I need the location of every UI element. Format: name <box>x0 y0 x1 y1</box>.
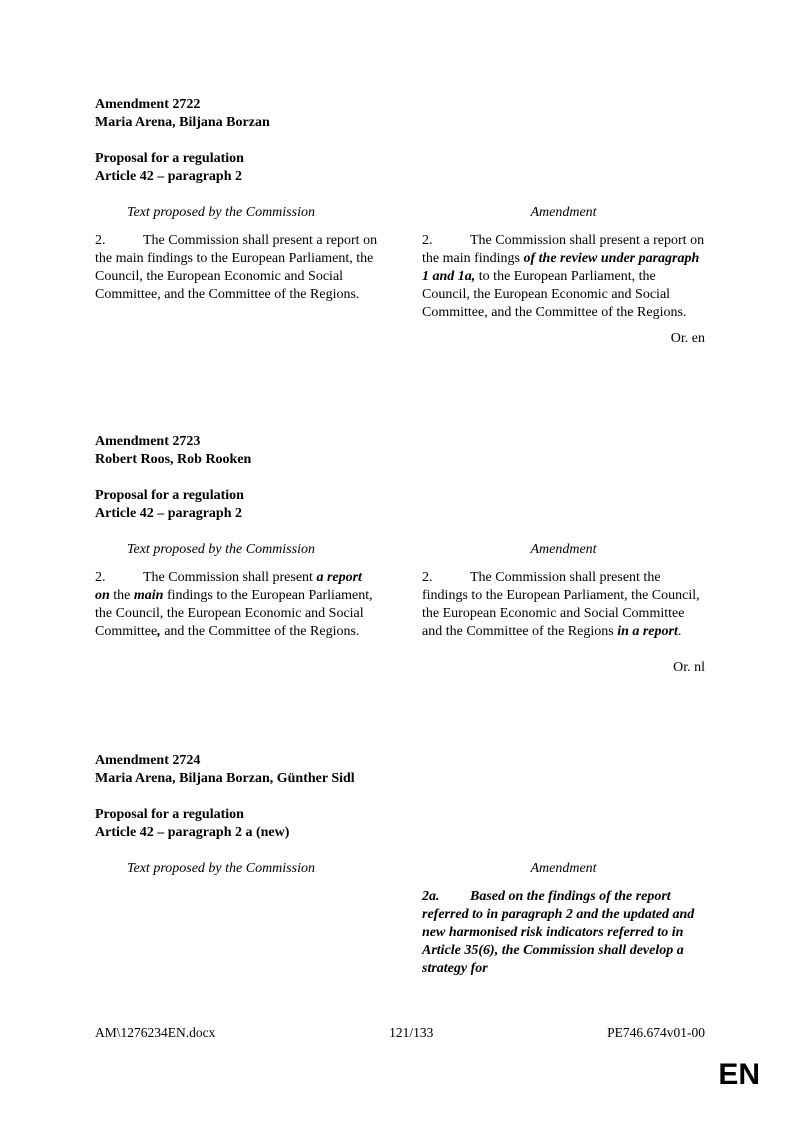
amendment-number: Amendment 2723 <box>95 434 201 449</box>
commission-text: 2. The Commission shall present a report on the main findings to the European Parliament, the Council, the European Economic and Social Committee, and the Committee of the Regions. <box>95 233 378 302</box>
proposal-type: Proposal for a regulation <box>95 488 244 503</box>
amendment-2724 <box>95 752 705 978</box>
original-language: Or. en <box>670 331 705 346</box>
comparison-columns <box>95 204 705 322</box>
amendment-text-column <box>422 860 705 978</box>
amendment-text-column <box>422 541 705 641</box>
comparison-columns <box>95 860 705 978</box>
commission-text-header: Text proposed by the Commission <box>127 205 315 220</box>
amendment-text-column <box>422 204 705 322</box>
comparison-columns <box>95 541 705 641</box>
amendment-text: 2. The Commission shall present a report on the main findings of the review under paragraph 1 and 1a, to the European Parliament, the Council, the European Economic and Social Committee, and the Committee of the Regions. <box>422 233 705 320</box>
original-language: Or. nl <box>673 660 705 675</box>
commission-text: 2. The Commission shall present a report on the main findings to the European Parliament, the Council, the European Economic and Social Committee, and the Committee of the Regions. <box>95 570 373 639</box>
amendment-authors: Robert Roos, Rob Rooken <box>95 452 252 467</box>
language-mark: EN <box>718 1058 760 1091</box>
article-reference: Article 42 – paragraph 2 <box>95 506 242 521</box>
amendment-text-header: Amendment <box>530 205 597 220</box>
commission-text-column <box>95 541 378 641</box>
amendment-text: 2a. Based on the findings of the report referred to in paragraph 2 and the updated and new harmonised risk indicators referred to in Article 35(6), the Commission shall develop a strategy for <box>422 889 695 976</box>
amendment-number: Amendment 2722 <box>95 97 201 112</box>
commission-text-column <box>95 204 378 322</box>
document-reference: AM\1276234EN.docx <box>95 1025 216 1040</box>
amendment-text-header: Amendment <box>530 861 597 876</box>
article-reference: Article 42 – paragraph 2 <box>95 169 242 184</box>
amendment-number: Amendment 2724 <box>95 753 201 768</box>
pe-reference: PE746.674v01-00 <box>607 1025 705 1040</box>
proposal-type: Proposal for a regulation <box>95 807 244 822</box>
proposal-type: Proposal for a regulation <box>95 151 244 166</box>
amendment-authors: Maria Arena, Biljana Borzan <box>95 115 270 130</box>
commission-text-column <box>95 860 378 978</box>
amendment-authors: Maria Arena, Biljana Borzan, Günther Sidl <box>95 771 355 786</box>
article-reference: Article 42 – paragraph 2 a (new) <box>95 825 290 840</box>
commission-text-header: Text proposed by the Commission <box>127 861 315 876</box>
amendment-2722 <box>95 96 705 348</box>
commission-text-header: Text proposed by the Commission <box>127 542 315 557</box>
amendment-text-header: Amendment <box>530 542 597 557</box>
amendment-text: 2. The Commission shall present the findings to the European Parliament, the Council, the European Economic and Social Committee and the Committee of the Regions in a report. <box>422 570 700 639</box>
amendment-2723 <box>95 433 705 677</box>
page-number: 121/133 <box>389 1025 434 1040</box>
page-footer <box>95 1024 705 1042</box>
